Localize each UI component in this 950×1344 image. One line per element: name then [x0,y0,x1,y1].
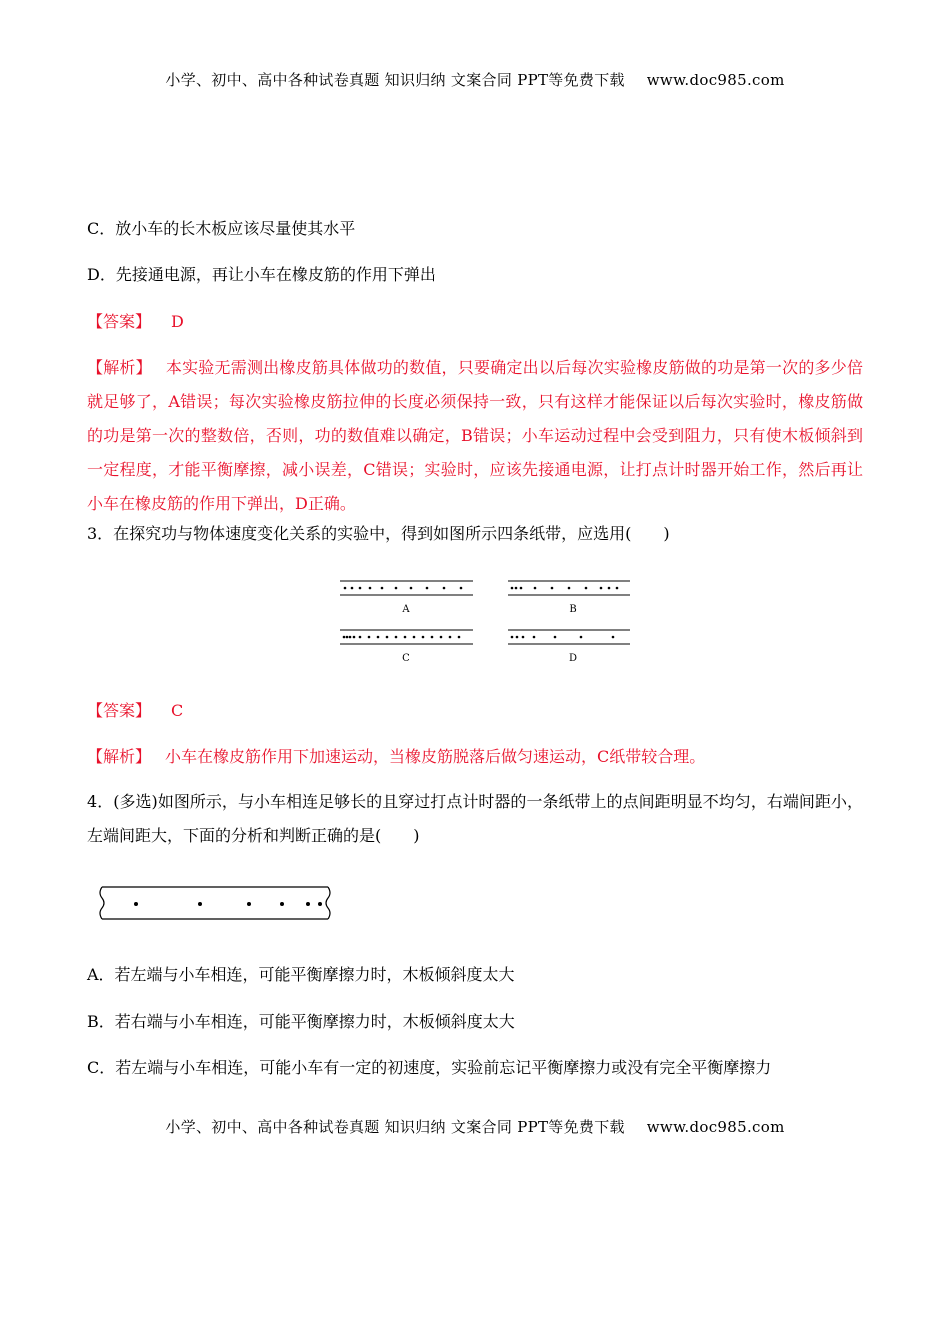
page-footer [0,1116,950,1137]
header-text: 小学、初中、高中各种试卷真题 知识归纳 文案合同 PPT等免费下载 [165,71,625,89]
answer-tag: 【答案】 [87,701,152,720]
q2-analysis [87,351,863,521]
tape-label-c: C [402,653,410,664]
q2-answer [87,312,863,332]
tape-label-b: B [569,604,577,615]
tape-c-dots [343,636,461,639]
q3-stem: 3．在探究功与物体速度变化关系的实验中，得到如图所示四条纸带，应选用( ) [87,524,670,543]
q4-option-c: C．若左端与小车相连，可能小车有一定的初速度，实验前忘记平衡摩擦力或没有完全平衡摩擦力 [87,1058,772,1077]
analysis-text: 本实验无需测出橡皮筋具体做功的数值，只要确定出以后每次实验橡皮筋做的功是第一次的多少倍就足够了，A错误；每次实验橡皮筋拉伸的长度必须保持一致，只有这样才能保证以后每次实验时，橡皮筋做的功是第一次的整数倍，否则，功的数值难以确定，B错误；小车运动过程中会受到阻力，只有使木板倾斜到一定程度，才能平衡摩擦，减小误差，C错误；实验时，应该先接通电源，让打点计时器开始工作，然后再让小车在橡皮筋的作用下弹出，D正确。 [87,358,863,513]
q4-option-a: A．若左端与小车相连，可能平衡摩擦力时，木板倾斜度太大 [87,965,515,984]
q4-tape-dots [134,902,322,906]
analysis-text: 小车在橡皮筋作用下加速运动，当橡皮筋脱落后做匀速运动，C纸带较合理。 [165,747,706,766]
answer-tag: 【答案】 [87,312,152,331]
footer-url[interactable]: www.doc985.com [646,1118,785,1136]
q3-answer [87,701,863,721]
tape-label-a: A [402,604,410,615]
header-url[interactable]: www.doc985.com [646,71,785,89]
q4-stem: 4．(多选)如图所示，与小车相连足够长的且穿过打点计时器的一条纸带上的点间距明显不均匀，右端间距小，左端间距大，下面的分析和判断正确的是( ) [87,792,863,845]
analysis-tag: 【解析】 [87,358,152,377]
tape-label-d: D [568,653,578,664]
q4-option-b: B．若右端与小车相连，可能平衡摩擦力时，木板倾斜度太大 [87,1012,515,1031]
q2-option-d: D．先接通电源，再让小车在橡皮筋的作用下弹出 [87,265,436,284]
footer-text: 小学、初中、高中各种试卷真题 知识归纳 文案合同 PPT等免费下载 [165,1118,625,1136]
q2-option-c: C．放小车的长木板应该尽量使其水平 [87,219,356,238]
tape-d-dots [511,636,615,639]
q3-tapes-figure [330,570,630,670]
tape-b-dots [511,587,619,590]
q4-tape-figure [96,882,336,924]
answer-value: C [171,701,184,720]
answer-value: D [171,312,184,331]
q3-analysis [87,747,863,767]
analysis-tag: 【解析】 [87,747,152,766]
page-header [0,69,950,90]
tape-a-dots [344,587,463,590]
